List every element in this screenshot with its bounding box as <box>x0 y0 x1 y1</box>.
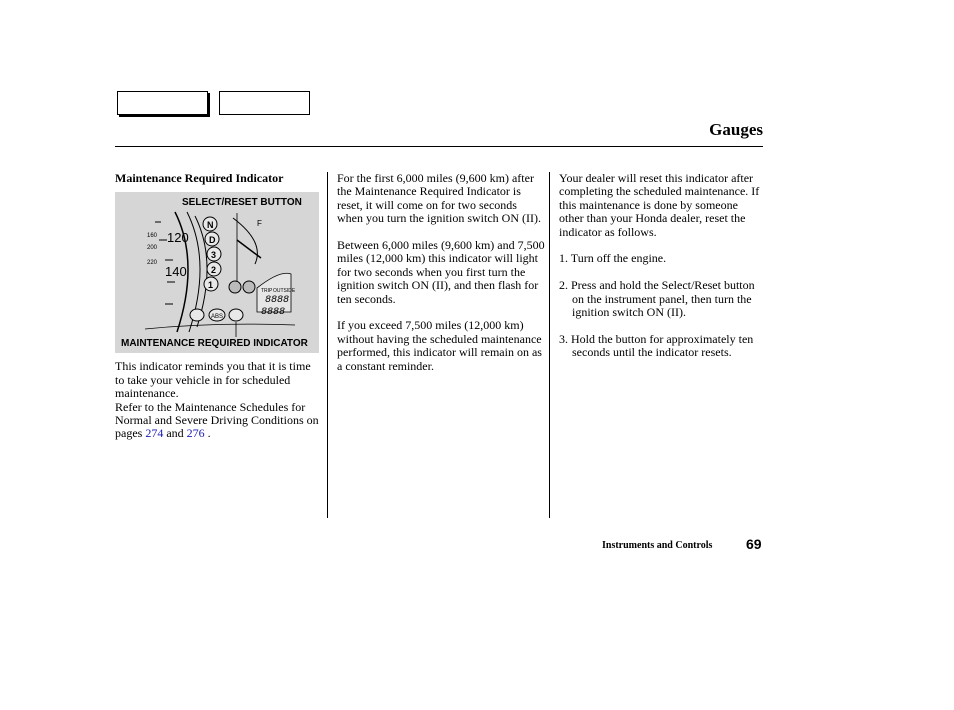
reference-text: Refer to the Maintenance Schedules for Normal and Severe Driving Conditions on pages <box>115 399 319 441</box>
paragraph-between-6000-7500: Between 6,000 miles (9,600 km) and 7,500 miles (12,000 km) this indicator will light for two seconds when you first turn the ignition switch ON (II), and then flash for ten seconds. <box>337 238 545 306</box>
fuel-full-label: F <box>257 219 262 229</box>
svg-text:8888: 8888 <box>261 307 286 319</box>
trip-label: TRIP <box>261 288 273 295</box>
svg-text:3: 3 <box>211 250 217 261</box>
page-number: 69 <box>746 536 762 552</box>
page-link-276[interactable]: 276 <box>186 426 205 441</box>
paragraph-exceed-7500: If you exceed 7,500 miles (12,000 km) without having the scheduled maintenance performed, this indicator will remain on as a constant reminder. <box>337 318 542 373</box>
page-link-274[interactable]: 274 <box>145 426 164 441</box>
speed-label-160: 160 <box>147 233 158 240</box>
select-reset-button-label: SELECT/RESET BUTTON <box>182 197 302 209</box>
period-text: . <box>207 426 211 441</box>
abs-label: ABS <box>211 314 224 321</box>
odometer-digits: 8888 <box>265 295 290 307</box>
step-1: 1. Turn off the engine. <box>559 251 667 266</box>
instrument-panel-drawing <box>115 192 319 353</box>
step-3: 3. Hold the button for approximately ten seconds until the indicator resets. <box>559 331 754 360</box>
maintenance-indicator-light <box>229 309 243 321</box>
maintenance-indicator-label: MAINTENANCE REQUIRED INDICATOR <box>121 338 308 350</box>
svg-text:D: D <box>209 235 216 246</box>
speed-label-140: 140 <box>165 264 187 280</box>
column-1 <box>115 172 320 441</box>
page-title: Gauges <box>709 120 763 139</box>
column-divider-2 <box>549 172 550 518</box>
svg-text:1: 1 <box>208 280 214 291</box>
column-3 <box>559 172 764 373</box>
column-divider-1 <box>327 172 328 518</box>
nav-tab-1[interactable] <box>117 91 208 115</box>
nav-tab-2[interactable] <box>219 91 310 115</box>
paragraph-dealer-reset: Your dealer will reset this indicator after completing the scheduled maintenance. If this maintenance is done by someone other than your Honda dealer, reset the indicator as follows. <box>559 171 760 239</box>
svg-text:N: N <box>207 220 214 231</box>
column-2 <box>337 172 545 386</box>
svg-text:2: 2 <box>211 265 217 276</box>
header-rule <box>115 146 763 147</box>
reference-paragraph <box>115 401 320 441</box>
speed-label-200: 200 <box>147 245 158 252</box>
and-text: and <box>166 426 184 441</box>
instrument-panel-figure <box>115 192 319 353</box>
speed-label-120: 120 <box>167 230 189 246</box>
speed-label-220: 220 <box>147 260 158 267</box>
step-2: 2. Press and hold the Select/Reset button on the instrument panel, then turn the ignition switch ON (II). <box>559 278 755 320</box>
outside-label: OUTSIDE <box>273 288 296 295</box>
section-heading: Maintenance Required Indicator <box>115 171 284 185</box>
footer-section-title: Instruments and Controls <box>602 540 713 551</box>
intro-paragraph: This indicator reminds you that it is time to take your vehicle in for scheduled maintenance. <box>115 359 311 401</box>
paragraph-first-6000: For the first 6,000 miles (9,600 km) after the Maintenance Required Indicator is reset, it will come on for two seconds when you turn the ignition switch ON (II). <box>337 171 541 226</box>
